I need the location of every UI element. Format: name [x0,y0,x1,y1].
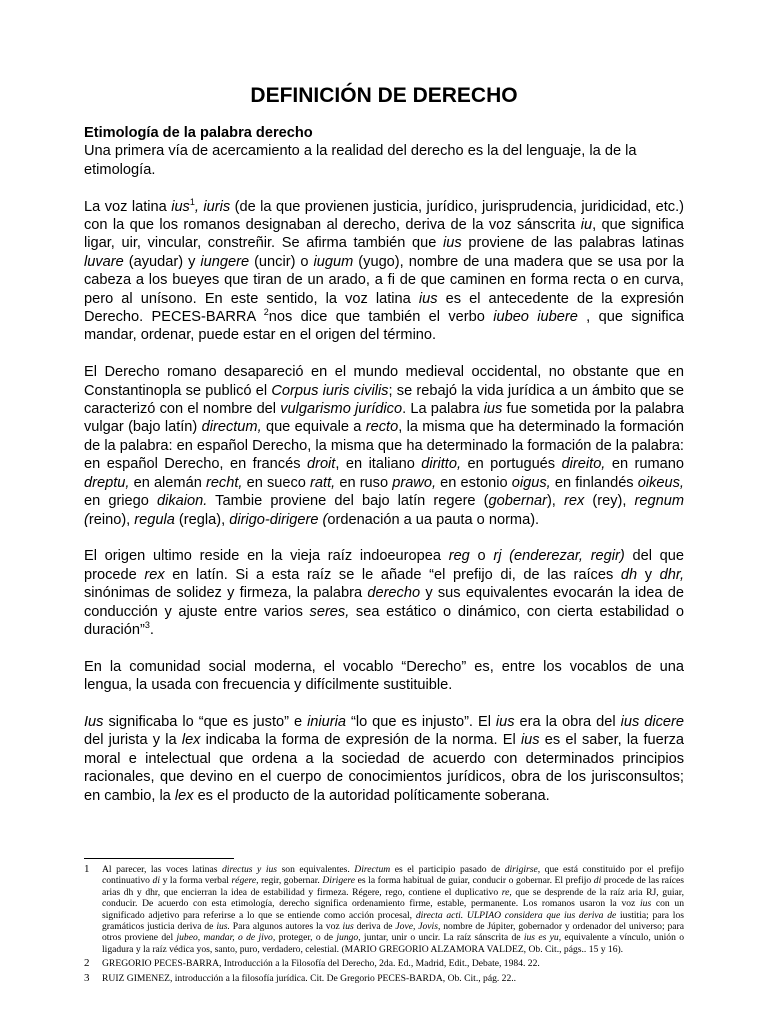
text-run: iustitia; para los gramáticos justicia deriva de [102,909,684,933]
text-run: deriva de [353,921,396,933]
text-run: , que significa ligar, uir, vincular, constreñir. Se afirma también que [84,217,684,252]
text-run: , en italiano [335,456,422,473]
footnote-3 [84,973,684,984]
footnote-number: 1 [84,863,90,875]
term-regula: regula [134,511,175,528]
text-run: (ayudar) y [123,253,201,270]
term-seres: seres, [309,603,350,620]
text-run: “lo que es injusto”. El [346,713,496,730]
term-direito: direito, [561,456,606,473]
term-ratt: ratt, [310,474,336,491]
term-rex: rex [563,493,585,510]
text-run: indicaba la forma de expresión de la norma. El [200,732,521,749]
text-run: directus y ius [221,864,278,875]
term-luvare: luvare [84,253,124,270]
paragraph-etymology-ius [84,198,684,345]
text-run: Jove, Jovis [395,921,438,933]
text-run: es el participio pasado de [390,864,505,875]
text-run: del que procede [84,548,684,583]
text-run: dirigirse, [504,864,541,875]
term-iniuria: iniuria [307,713,346,730]
text-run: es la forma habitual de guiar, conducir o gobernar. El prefijo [355,875,594,887]
term-rj: rj (enderezar, regir) [493,548,625,565]
footnote-2 [84,958,684,969]
text-run: en griego [84,493,158,510]
term-rex: rex [144,566,165,583]
text-run: era la obra del [514,713,621,730]
page-title: DEFINICIÓN DE DERECHO [250,84,518,107]
text-run: ius es yu, [523,932,562,944]
term-regnum: regnum ( [84,493,684,528]
term-dirigo: dirigo-dirigere ( [229,511,328,528]
term-lex: lex [174,787,194,804]
intro-paragraph: Una primera vía de acercamiento a la realidad del derecho es la del lenguaje, la de la etimología. [84,143,637,178]
text-run: que está constituido por el prefijo continuativo [102,864,684,887]
footnote-number: 3 [84,971,90,984]
footnote-text: RUIZ GIMENEZ, introducción a la filosofía jurídica. Cit. De Gregorio PECES-BARDA, Ob. Cit., pág. 22.. [102,972,517,984]
text-run: proviene de las palabras latinas [461,235,684,252]
section-heading: Etimología de la palabra derecho [84,125,313,141]
text-run: en portugués [461,456,562,473]
text-run: , la misma que ha determinado la formación de la palabra: en español Derecho, la misma que ha determinado la formación de la palabra: en español Derecho, en francés [84,419,684,473]
term-ius: ius [418,290,438,307]
term-dikaion: dikaion. [157,493,208,510]
term-derecho: derecho [367,585,421,602]
text-run: Dirigere [322,875,356,887]
text-run: sinónimas de solidez y firmeza, la palabra [84,585,368,602]
term-ius: Ius [84,713,104,730]
text-run: El origen ultimo reside en la vieja raíz indoeuropea [84,548,449,565]
paragraph-modern-community: En la comunidad social moderna, el vocablo “Derecho” es, entre los vocablos de una lengua, la usada con frecuencia y difícilmente sustituible. [84,658,684,694]
text-run: en latín. Si a esta raíz se le añade “el prefijo di, de las raíces [164,566,621,583]
text-run: ius [342,921,354,933]
footnote-text: GREGORIO PECES-BARRA, Introducción a la Filosofía del Derecho, 2da. Ed., Madrid, Edit., Debate, 1984. 22. [102,958,540,970]
term-lex: lex [181,732,201,749]
text-run: y sus equivalentes evocarán la idea de conducción y ajuste entre varios [84,585,684,620]
text-run: Al parecer, las voces latinas [102,864,222,875]
text-run: o [469,548,494,565]
text-run: en estonio [436,474,512,491]
text-run: (regla), [174,511,230,528]
paragraph-indoeuropean-root [84,547,684,639]
term-ius: ius [443,235,462,252]
term-corpus: Corpus iuris civilis [271,382,389,399]
term-droit: droit [306,456,336,473]
term-vulgarismo: vulgarismo jurídico [280,401,403,418]
text-run: en alemán [129,474,206,491]
text-run: procede de las raíces arias dh y dhr, que encierran la idea de estabilidad y firmeza. Régere, rego, contiene el duplicativo [102,875,684,898]
paragraph-ius-lex [84,713,684,805]
term-iuris: , iuris [194,198,231,215]
text-run: sea estático o dinámico, con cierta estabilidad o duración” [84,603,684,638]
text-run: ius [639,898,652,910]
text-run: , que significa mandar, ordenar, puede estar en el origen del término. [84,309,684,344]
term-oikeus: oikeus, [637,474,684,491]
term-gobernar: gobernar [488,493,547,510]
term-iugum: iugum [313,253,354,270]
text-run: jubeo, mandar, o de jivo, [176,932,276,944]
text-run: (de la que provienen justicia, jurídico, jurisprudencia, juridicidad, etc.) con la que los romanos designaban al derecho, deriva de la voz sánscrita [84,198,684,234]
text-run: directa acti. ULPIAO considera que ius deriva de [415,909,617,921]
text-run: di [593,875,602,887]
text-run: con un significado adjetivo para referirse a lo que se entiende como acción procesal, [102,898,684,921]
text-run: que equivale a [261,419,366,436]
text-run: . La palabra [402,401,484,418]
text-run: en sueco [242,474,311,491]
text-run: y [637,566,660,583]
text-run: ; se rebajó la vida jurídica a un ámbito que se caracterizó con el nombre del [84,382,684,418]
document-body [84,124,684,823]
term-dhr: dhr, [659,566,684,583]
text-run: Directum [354,864,391,875]
text-run: (uncir) o [249,253,314,270]
text-run: ordenación a ua pauta o norma). [327,511,540,528]
term-directum: directum, [201,419,262,436]
footnotes [84,864,684,984]
term-dh: dh [620,566,638,583]
text-run: , nombre de Júpiter, gobernador y ordenador del universo; para otros proviene del [102,921,684,944]
text-run: son equivalentes. [277,864,355,875]
text-run: (rey), [584,493,635,510]
term-iubeo: iubeo iubere [493,309,578,326]
term-ius: ius [495,713,515,730]
term-prawo: prawo, [392,474,437,491]
term-ius: ius [171,198,190,215]
footnote-ref-3[interactable]: 3 [144,620,150,631]
term-ius: ius [483,401,503,418]
text-run: ), [546,493,564,510]
term-reg: reg [448,548,470,565]
text-run: El Derecho romano desapareció en el mundo medieval occidental, no obstante que en Constantinopla se publicó el [84,364,684,399]
text-run: es el saber, la fuerza moral e intelectual que ordena a la sociedad de acuerdo con determinados principios racionales, que devino en el cuerpo de conocimientos jurídicos, obra de los jurisconsultos; en cambio, la [84,732,684,804]
text-run: Tambie proviene del bajo latín regere ( [207,493,489,510]
text-run: régere [231,875,257,887]
text-run: que se desprende de la raíz aria RJ, guiar, conducir. De acuerdo con esta etimología, derecho significa ordenamiento firme, estable, permanente. Los romanos usaron la voz [102,886,684,910]
text-run: en rumano [605,456,685,473]
footnote-1 [84,864,684,955]
footnote-ref-1[interactable]: 1 [189,196,195,207]
text-run: , juntar, unir o uncir. La raíz sánscrita de [358,932,524,944]
term-recht: recht, [205,474,243,491]
text-run: es el producto de la autoridad políticamente soberana. [193,787,550,804]
text-run: proteger, o de [275,932,337,944]
text-run: re, [501,886,512,898]
text-run: en finlandés [550,474,638,491]
term-iu: iu [580,217,593,234]
footnote-separator [84,858,234,859]
footnote-ref-2[interactable]: 2 [263,307,269,318]
text-run: nos dice que también el verbo [268,309,494,326]
term-recto: recto [365,419,399,436]
text-run: La voz latina [84,198,172,215]
text-run: fue sometida por la palabra vulgar (bajo latín) [84,401,684,436]
text-run: (yugo), nombre de una madera que se usa por la cabeza a los bueyes que tiran de un arado, a fi de que caminen en forma recta o en curva, pero al unísono. En este sentido, la voz latina [84,253,684,307]
text-run: Para algunos autores la voz [229,921,343,933]
text-run: ius. [216,921,230,933]
text-run: en ruso [335,474,393,491]
term-dreptu: dreptu, [84,474,130,491]
text-run: es el antecedente de la expresión Derecho. PECES-BARRA [84,290,684,326]
footnote-number: 2 [84,957,90,970]
text-run: significaba lo “que es justo” e [103,713,308,730]
term-oigus: oigus, [511,474,551,491]
text-run: del jurista y la [84,732,182,749]
term-ius-dicere: ius dicere [620,713,684,730]
text-run: di [152,875,160,887]
paragraph-roman-law [84,363,684,529]
text-run: , regir, gobernar. [256,875,323,887]
text-run: jungo [336,932,359,944]
text-run: y la forma verbal [160,875,232,887]
term-iungere: iungere [200,253,250,270]
text-run: . [149,621,154,638]
text-run: equivalente a vínculo, unión o ligadura y la raíz védica yos, santo, puro, verdadero, celestial. (MARIO GREGORIO ALZAMORA VALDEZ, Ob. Cit., págs.. 15 y 16). [102,932,684,955]
term-ius: ius [520,732,540,749]
term-diritto: diritto, [421,456,462,473]
text-run: reino), [88,511,135,528]
